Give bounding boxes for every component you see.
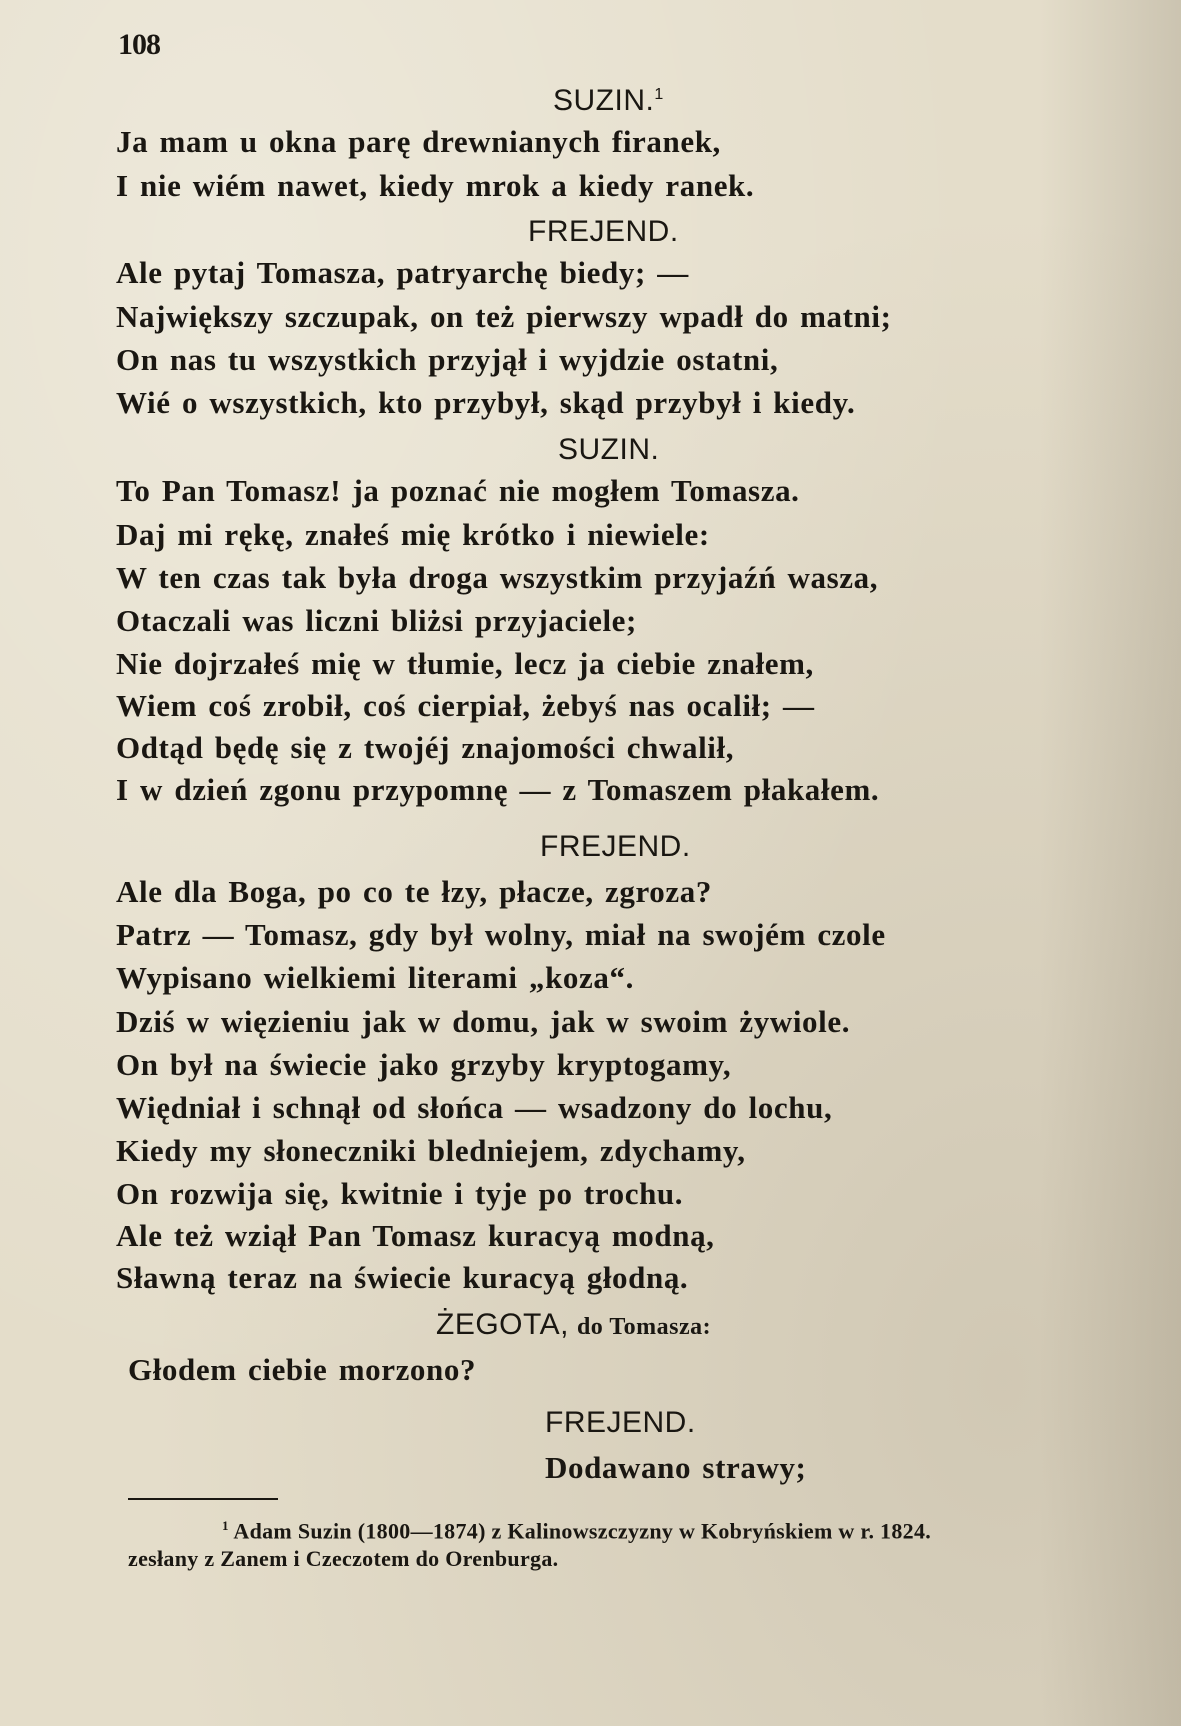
verse-line: Wié o wszystkich, kto przybył, skąd przybył i kiedy. (116, 385, 856, 420)
verse-line: W ten czas tak była droga wszystkim przyjaźń wasza, (116, 560, 879, 595)
footnote-divider (128, 1498, 278, 1500)
speaker-heading-frejend: FREJEND. (545, 1406, 696, 1439)
verse-line: Ja mam u okna parę drewnianych firanek, (116, 124, 721, 159)
speaker-heading-frejend: FREJEND. (528, 215, 679, 248)
footnote-mark: 1 (222, 1518, 229, 1533)
footnote-mark: 1 (654, 86, 664, 103)
verse-line: On był na świecie jako grzyby kryptogamy, (116, 1047, 732, 1082)
verse-line: To Pan Tomasz! ja poznać nie mogłem Tomasza. (116, 473, 800, 508)
page-number: 108 (118, 28, 160, 61)
footnote-line: zesłany z Zanem i Czeczotem do Orenburga. (128, 1546, 559, 1571)
verse-line: Głodem ciebie morzono? (128, 1352, 477, 1387)
speaker-heading-suzin: SUZIN. (558, 433, 660, 466)
stage-direction: do Tomasza: (576, 1314, 712, 1340)
verse-line: Ale dla Boga, po co te łzy, płacze, zgroza? (116, 874, 712, 909)
verse-line: Dziś w więzieniu jak w domu, jak w swoim żywiole. (116, 1004, 851, 1039)
verse-line: Sławną teraz na świecie kuracyą głodną. (116, 1260, 689, 1295)
verse-line: Daj mi rękę, znałeś mię krótko i niewiele: (116, 517, 710, 552)
verse-line: I w dzień zgonu przypomnę — z Tomaszem płakałem. (116, 772, 880, 807)
verse-line: Ale pytaj Tomasza, patryarchę biedy; — (116, 255, 689, 290)
verse-line: On rozwija się, kwitnie i tyje po trochu. (116, 1176, 684, 1211)
footnote-text: Adam Suzin (1800—1874) z Kalinowszczyzny w Kobryńskiem w r. 1824. (233, 1518, 932, 1544)
verse-line: I nie wiém nawet, kiedy mrok a kiedy ranek. (116, 168, 755, 203)
speaker-name: SUZIN. (553, 84, 655, 117)
verse-line: Wypisano wielkiemi literami „koza“. (116, 960, 634, 995)
speaker-heading-frejend: FREJEND. (540, 830, 691, 863)
verse-line: Największy szczupak, on też pierwszy wpadł do matni; (116, 299, 892, 334)
verse-line: Odtąd będę się z twojéj znajomości chwalił, (116, 730, 735, 765)
verse-line: Otaczali was liczni bliżsi przyjaciele; (116, 603, 637, 638)
verse-line: Więdniał i schnął od słońca — wsadzony do lochu, (116, 1090, 833, 1125)
speaker-name: ŻEGOTA, (436, 1308, 569, 1341)
verse-line: Nie dojrzałeś mię w tłumie, lecz ja ciebie znałem, (116, 646, 814, 681)
speaker-heading-zegota (436, 1308, 711, 1342)
footnote-line (222, 1518, 931, 1544)
verse-line: Dodawano strawy; (545, 1450, 807, 1485)
verse-line: Patrz — Tomasz, gdy był wolny, miał na swojém czole (116, 917, 886, 952)
speaker-heading-suzin (553, 84, 664, 118)
verse-line: Wiem coś zrobił, coś cierpiał, żebyś nas ocalił; — (116, 688, 815, 723)
verse-line: On nas tu wszystkich przyjął i wyjdzie ostatni, (116, 342, 779, 377)
verse-line: Kiedy my słoneczniki bledniejem, zdychamy, (116, 1133, 746, 1168)
verse-line: Ale też wziął Pan Tomasz kuracyą modną, (116, 1218, 715, 1253)
